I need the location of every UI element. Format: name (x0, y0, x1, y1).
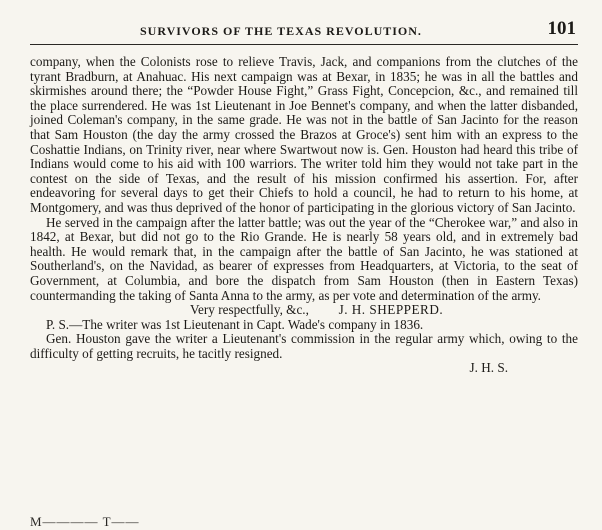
paragraph: company, when the Colonists rose to relieve Travis, Jack, and companions from the clutches of the tyrant Bradburn, at Anahuac. His next campaign was at Bexar, in 1835; he was in all the battles and skirmishes around there; the “Powder House Fight,” Grass Fight, Concepcion, &c., and remained till the place surrendered. He was 1st Lieutenant in Joe Bennet's company, and when the latter disbanded, joined Coleman's company, in the same grade. He was not in the battle of San Jacinto for the reason that Sam Houston (the day the army crossed the Brazos at Groce's) sent him with an express to the Coshattie Indians, on Trinity river, near where Swartwout now is. Gen. Houston had heard this tribe of Indians would come to his aid with 100 warriors. The writer told him they would not take part in the contest on the side of Texas, and the result of his mission confirmed his assertion. For, after endeavoring for several days to get their Chiefs to hold a council, he had to return to his home, at Montgomery, and was thus deprived of the honor of participating in the glorious victory of San Jacinto. (30, 54, 578, 215)
signature: J. H. SHEPPERD. (338, 302, 444, 318)
page (30, 14, 578, 376)
signoff: Very respectfully, &c., (190, 302, 309, 318)
initials: J. H. S. (469, 360, 508, 376)
page-number: 101 (547, 18, 576, 39)
paragraph: He served in the campaign after the latter battle; was out the year of the “Cherokee war,” and also in 1842, at Bexar, but did not go to the Rio Grande. He is nearly 58 years old, and in extremely bad health. He would remark that, in the campaign after the battle of San Jacinto, he was stationed at Southerland's, on the Navidad, as bearer of expresses from Headquarters, at Victoria, to the seat of Government, at Columbia, and bore the dispatch from Sam Houston (then in Eastern Texas) countermanding the taking of Santa Anna to the army, as per vote and determination of the army. (30, 214, 578, 303)
postscript: P. S.—The writer was 1st Lieutenant in Capt. Wade's company in 1836. (46, 316, 424, 332)
page-header (30, 14, 578, 45)
page-body (30, 55, 578, 376)
signoff-line (30, 303, 578, 318)
running-title: SURVIVORS OF THE TEXAS REVOLUTION. (140, 24, 422, 38)
cut-off-heading: M———— T—— (30, 514, 140, 529)
postscript-continued: Gen. Houston gave the writer a Lieutenant's commission in the regular army which, owing to the difficulty of getting recruits, he tacitly resigned. (30, 331, 578, 361)
